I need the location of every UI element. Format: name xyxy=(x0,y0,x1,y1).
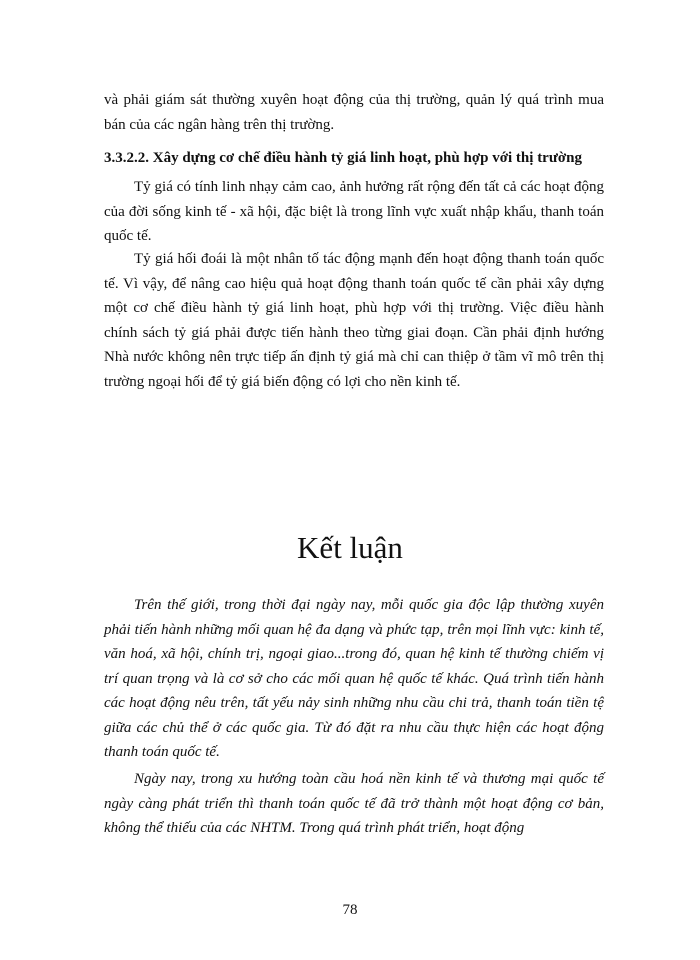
section-paragraph-2: Tỷ giá hối đoái là một nhân tố tác động mạnh đến hoạt động thanh toán quốc tế. Vì vậy, để nâng cao hiệu quả hoạt động thanh toán quốc tế cần phải xây dựng một cơ chế điều hành tỷ giá linh hoạt, phù hợp với thị trường. Việc điều hành chính sách tỷ giá phải được tiến hành theo từng giai đoạn. Cần phải định hướng Nhà nước không nên trực tiếp ấn định tỷ giá mà chỉ can thiệp ở tầm vĩ mô trên thị trường ngoại hối để tỷ giá biến động có lợi cho nền kinh tế. xyxy=(104,251,604,390)
intro-paragraph: và phải giám sát thường xuyên hoạt động của thị trường, quản lý quá trình mua bán của các ngân hàng trên thị trường. xyxy=(104,92,604,133)
section-paragraph-1: Tỷ giá có tính linh nhạy cảm cao, ảnh hưởng rất rộng đến tất cả các hoạt động của đời sống kinh tế - xã hội, đặc biệt là trong lĩnh vực xuất nhập khẩu, thanh toán quốc tế. xyxy=(104,179,604,244)
conclusion-title: Kết luận xyxy=(297,530,403,565)
section-heading: 3.3.2.2. Xây dựng cơ chế điều hành tỷ giá linh hoạt, phù hợp với thị trường xyxy=(104,150,582,166)
conclusion-paragraph-2: Ngày nay, trong xu hướng toàn cầu hoá nền kinh tế và thương mại quốc tế ngày càng phát triển thì thanh toán quốc tế đã trở thành một hoạt động cơ bản, không thể thiếu của các NHTM. Trong quá trình phát triển, hoạt động xyxy=(104,771,604,836)
conclusion-paragraph-1: Trên thế giới, trong thời đại ngày nay, mỗi quốc gia độc lập thường xuyên phải tiến hành những mối quan hệ đa dạng và phức tạp, trên mọi lĩnh vực: kinh tế, văn hoá, xã hội, chính trị, ngoại giao...trong đó, quan hệ kinh tế thường chiếm vị trí quan trọng và là cơ sở cho các mối quan hệ quốc tế khác. Quá trình tiến hành các hoạt động nêu trên, tất yếu nảy sinh những nhu cầu chi trả, thanh toán tiền tệ giữa các chủ thể ở các quốc gia. Từ đó đặt ra nhu cầu thực hiện các hoạt động thanh toán quốc tế. xyxy=(104,597,604,760)
page-number: 78 xyxy=(342,902,358,918)
